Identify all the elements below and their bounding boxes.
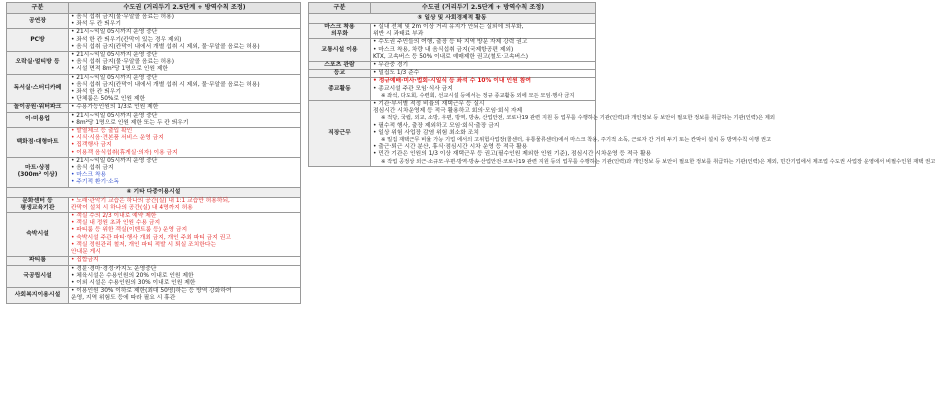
table-row <box>7 128 301 158</box>
content-line: • 이용인원 30% 이하로 제한(최대 50명)하는 등 방역 강화하여 <box>71 288 232 295</box>
row-category: 마스크 착용 의무화 <box>309 24 371 39</box>
content-line: • 21시~익일 05시까지 운영 중단 <box>71 157 158 164</box>
row-content <box>69 288 301 303</box>
row-category: 등교 <box>309 70 371 78</box>
content-line: • 좌석 두 칸 띄우기 <box>71 21 121 28</box>
content-line: • 일상 위험 사업장 감염 위험 최소화 조치 <box>373 129 479 136</box>
row-category: 교통시설 이용 <box>309 39 371 62</box>
content-line: ※ 적당, 국립, 외교, 소방, 우편, 방역, 방송, 산업안전, 코로나19 관련 지원 등 업무를 수행하는 기관(인력)과 개인정보 등 보안이 필요한 정보를 취급하는 기관(인력)은 제외 <box>381 115 776 122</box>
content-line: • 숙박시설 주관 파티·행사 개최 금지, 개인 주최 파티 금지 권고 <box>71 234 231 241</box>
content-line: • 음식 섭취 금지(칸막이 내에서 개별 섭취 시 제외, 물·무알콜 음료는 허용) <box>71 43 260 50</box>
content-line: • 시식·시음·견본품 서비스 운영 금지 <box>71 135 164 142</box>
right-section-title: ⑤ 일상 및 사회경제적 활동 <box>309 14 596 24</box>
right-section-row <box>309 14 596 24</box>
row-category: 이·미용업 <box>7 112 69 127</box>
table-row <box>7 74 301 104</box>
left-section-row <box>7 187 301 197</box>
content-line: • 객실 수의 2/3 이내로 예약 제한 <box>71 213 157 220</box>
content-line: • 민간 기관은 인원의 1/3 이상 재택근무 등 권고(필수인원 제외한 인원 기준), 점심시간 시차운영 등 적극 활용 <box>373 151 652 158</box>
left-header-category: 구분 <box>7 3 69 14</box>
left-section-title: ④ 기타 다중이용시설 <box>7 187 301 197</box>
table-row <box>7 157 301 187</box>
row-content <box>69 112 301 127</box>
row-category: 숙박시설 <box>7 213 69 257</box>
table-row <box>7 265 301 288</box>
row-category: 직장근무 <box>309 101 371 167</box>
row-content <box>371 24 596 39</box>
table-row <box>309 39 596 62</box>
content-line: • 좌석 한 칸 띄우기 <box>71 89 121 96</box>
content-line: • 마스크 착용 <box>71 172 107 179</box>
table-row <box>7 197 301 212</box>
content-line: • 음식 섭취 금지(물·무알콜 음료는 허용) <box>71 59 174 66</box>
content-line: • 음식 섭취 금지(물·무알콜 음료는 허용) <box>71 14 174 20</box>
right-header-region: 수도권 (거리두기 2.5단계 + 방역수칙 조정) <box>371 3 596 14</box>
content-line: • 객실 내 정원 초과 인원 수용 금지 <box>71 220 161 227</box>
content-line: • 밀집도 1/3 준수 <box>373 70 420 77</box>
left-regulation-table <box>6 2 301 304</box>
content-line: • 출근·퇴근 시간 분산, 휴식·점심시간 시차 운영 등 적극 활용 <box>373 144 528 151</box>
content-line: • 수도권 주민들의 여행, 출장 등 타 지역 방문 자제 강력 권고 <box>373 39 528 46</box>
row-content <box>69 74 301 104</box>
row-category: 스포츠 관람 <box>309 62 371 70</box>
row-category: 백화점·대형마트 <box>7 128 69 158</box>
content-line: • 무관중 경기 <box>373 62 409 69</box>
content-line: ※ 작업 공정상 외근·소규모·우편·방역·방송·산업안전·코로나19 관련 지원 등의 업무를 수행하는 기관(인력)과 개인정보 등 보안이 필요한 정보를 취급하는 기관(인력)은 제외, 민간기업에서 제조업 수도권 사업장 운영에서 비필수인원 재택 권고 <box>381 158 935 165</box>
row-content <box>371 39 596 62</box>
right-table-header-row <box>309 3 596 14</box>
content-line: 안내문 게시 <box>71 249 101 256</box>
table-row <box>7 52 301 75</box>
right-header-category: 구분 <box>309 3 371 14</box>
table-row <box>309 62 596 70</box>
row-category: 국공립시설 <box>7 265 69 288</box>
row-content <box>69 197 301 212</box>
table-row <box>309 24 596 39</box>
content-line: • 8m²당 1명으로 인원 제한 또는 두 칸 띄우기 <box>71 119 189 126</box>
table-row <box>7 257 301 265</box>
table-row <box>309 101 596 167</box>
row-category: 독서실·스터디카페 <box>7 74 69 104</box>
row-category: 놀이공원·워터파크 <box>7 104 69 112</box>
content-line: • 주기적 환기·소독 <box>71 179 120 186</box>
row-content <box>69 104 301 112</box>
content-line: • 시설 면적 8m²당 1명으로 인원 제한 <box>71 66 169 73</box>
row-content <box>371 62 596 70</box>
content-line: • 경륜·경마·경정·카지노 운영중단 <box>71 265 157 272</box>
row-category: 사회복지이용시설 <box>7 288 69 303</box>
content-line: • 정규예배·미사·법회·시일식 등 좌석 수 10% 이내 인원 참여 <box>373 78 531 85</box>
row-category: PC방 <box>7 29 69 52</box>
content-line: • 21시~익일 05시까지 운영 중단 <box>71 112 158 119</box>
row-content <box>69 157 301 187</box>
content-line: • 좌석 한 칸 띄우기(칸막이 있는 경우 제외) <box>71 36 182 43</box>
right-table-body-daily-activities <box>309 24 935 167</box>
content-line: ※ 좌석, 다도회, 수련회, 선교시설 등에서는 정규 종교활동 외에 모든 모임·행사 금지 <box>381 92 575 99</box>
content-line: • 이용객 음식섭취(휴게실·의자) 이용 금지 <box>71 149 178 156</box>
row-content <box>69 52 301 75</box>
content-line: • 21시~익일 05시까지 운영 중단 <box>71 74 158 81</box>
content-line: • 필수적 행사, 출장 제외하고 모임·회식·출장 금지 <box>373 122 500 129</box>
left-table-body-other-facilities <box>7 197 301 303</box>
content-line: • 종교시설 주관 모임·식사 금지 <box>373 85 453 92</box>
row-content <box>371 101 935 167</box>
content-line: • 파티룸 등 위한 객실(이벤트룸 등) 운영 금지 <box>71 227 188 234</box>
table-row <box>309 70 596 78</box>
content-line: ※ 밀집 재택근무 비율 가능 기업 에서의 고위험사업장(콜센터, 유통물류센터)에서 마스크 착용, 주기적 소독, 근로자 간 거리 두기 또는 칸막이 설치 등 방역수칙 이행 권고 <box>381 137 772 144</box>
table-row <box>309 78 596 101</box>
row-content <box>69 29 301 52</box>
left-table-body-facilities <box>7 14 301 188</box>
content-line: 점심시간 시차운영제 등 적극 활용하고 회의·모임·회식 자제 <box>373 108 523 115</box>
content-line: • 단체룸은 50%로 인원 제한 <box>71 96 146 103</box>
table-row <box>7 213 301 257</box>
content-line: • 집합금지 <box>71 257 99 264</box>
content-line: 칸막이 설치 시 하나의 공간(실) 내 4명까지 허용 <box>71 204 193 211</box>
row-content <box>69 213 301 257</box>
content-line: KTX, 고속버스 등 50% 이내로 예매제한 권고(철도·고속버스) <box>373 53 529 60</box>
content-line: • 마스크 착용, 차량 내 음식섭취 금지(국제항공편 제외) <box>373 46 514 53</box>
row-content <box>69 14 301 29</box>
row-content <box>371 78 596 101</box>
left-header-region: 수도권 (거리두기 2.5단계 + 방역수칙 조정) <box>69 3 301 14</box>
row-content <box>69 257 301 265</box>
table-row <box>7 14 301 29</box>
content-line: 위반 시 과태료 부과 <box>373 31 424 38</box>
right-regulation-table <box>308 2 935 167</box>
row-category: 파티룸 <box>7 257 69 265</box>
table-row <box>7 112 301 127</box>
content-line: • 객실 정원관리 철저, 개인 파티 적발 시 퇴실 조치한다는 <box>71 241 217 248</box>
row-category: 문화센터 등 평생교육기관 <box>7 197 69 212</box>
row-category: 종교활동 <box>309 78 371 101</box>
content-line: • 21시~익일 05시까지 운영 중단 <box>71 52 158 59</box>
row-category: 마트·상점 (300m² 이상) <box>7 157 69 187</box>
row-category: 오락실·멀티방 등 <box>7 52 69 75</box>
row-content <box>69 265 301 288</box>
content-line: • 실내 전체 및 2m 이상 거리 유지가 안되는 실외에 의무화, <box>373 24 524 30</box>
row-category: 공연장 <box>7 14 69 29</box>
row-content <box>69 128 301 158</box>
table-row <box>7 104 301 112</box>
table-row <box>7 29 301 52</box>
row-content <box>371 70 596 78</box>
content-line: • 음식 섭취 금지(칸막이 내에서 개별 섭취 시 제외, 물·무알콜 음료는 허용) <box>71 81 260 88</box>
content-line: • 기관·부서별 적정 비율의 재택근무 등 실시 <box>373 101 485 108</box>
content-line: • 집객행사 금지 <box>71 142 112 149</box>
left-table-header-row <box>7 3 301 14</box>
content-line: • 수용가능인원의 1/3로 인원 제한 <box>71 104 159 111</box>
content-line: • 체육시설은 수용인원의 20% 이내로 인원 제한 <box>71 272 194 279</box>
content-line: • 음식 섭취 금지 <box>71 165 114 172</box>
content-line: • 21시~익일 05시까지 운영 중단 <box>71 29 158 36</box>
table-row <box>7 288 301 303</box>
content-line: • 이외 시설은 수용인원의 30% 이내로 인원 제한 <box>71 279 196 286</box>
content-line: • 노래·관악기 교습은 하나의 공간(실) 내 1:1 교습만 허용하되, <box>71 197 230 204</box>
content-line: 운영, 지역 위험도 등에 따라 필요 시 휴관 <box>71 295 176 302</box>
content-line: • 발열체크 등 출입 확인 <box>71 128 133 135</box>
